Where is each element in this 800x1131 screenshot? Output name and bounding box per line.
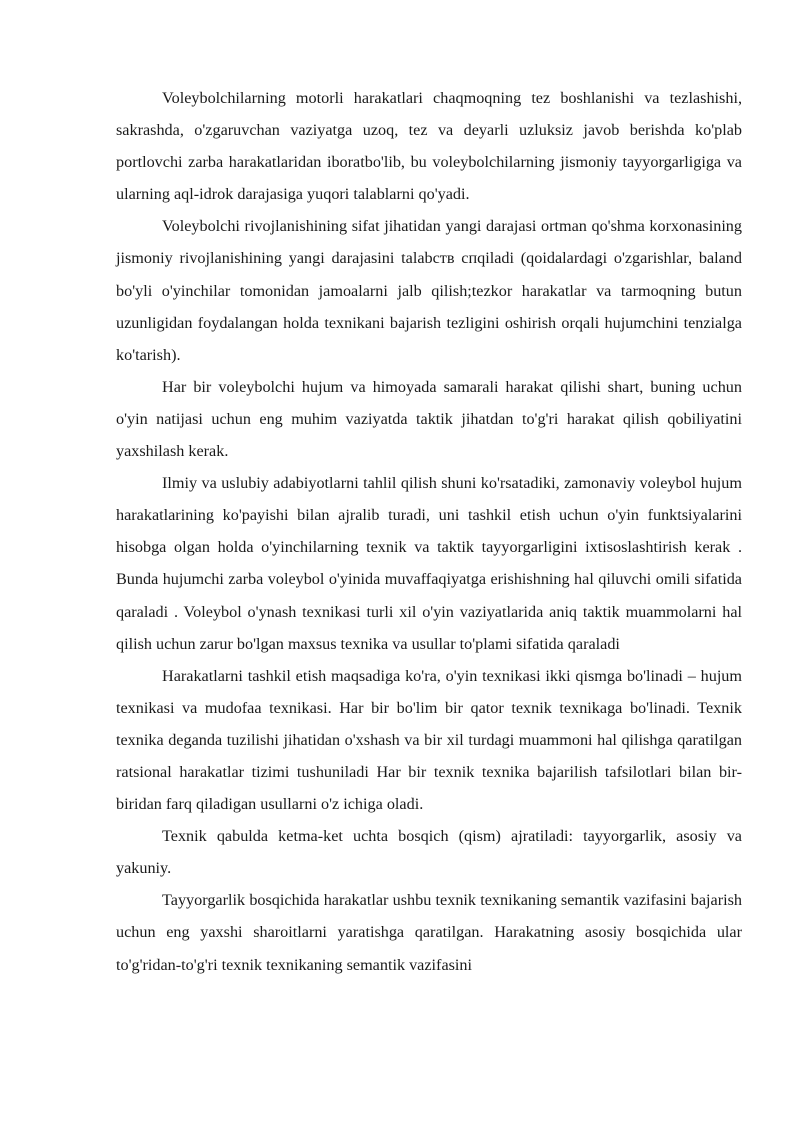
paragraph-6: Texnik qabulda ketma-ket uchta bosqich (qism) ajratiladi: tayyorgarlik, asosiy va yakuniy. <box>116 827 742 878</box>
paragraph-2: Voleybolchi rivojlanishining sifat jihatidan yangi darajasi ortman qo'shma korxonasining jismoniy rivojlanishining yangi darajasini talabств спqiladi (qoidalardagi o'zgarishlar, baland bo'yli o'yinchilar tomonidan jamoalarni jalb qilish;tezkor harakatlar va tarmoqning butun uzunligidan foydalangan holda texnikani bajarish tezligini oshirish orqali hujumchini tenzialga ko'tarish). <box>116 217 742 364</box>
paragraph-1: Voleybolchilarning motorli harakatlari chaqmoqning tez boshlanishi va tezlashishi, sakrashda, o'zgaruvchan vaziyatga uzoq, tez va deyarli uzluksiz javob berishda ko'plab portlovchi zarba harakatlaridan iboratbo'lib, bu voleybolchilarning jismoniy tayyorgarligiga va ularning aql-idrok darajasiga yuqori talablarni qo'yadi. <box>116 89 742 204</box>
paragraph-5: Harakatlarni tashkil etish maqsadiga ko'ra, o'yin texnikasi ikki qismga bo'linadi – hujum texnikasi va mudofaa texnikasi. Har bir bo'lim bir qator texnik texnikaga bo'linadi. Texnik texnika deganda tuzilishi jihatidan o'xshash va bir xil turdagi muammoni hal qilishga qaratilgan ratsional harakatlar tizimi tushuniladi Har bir texnik texnika bajarilish tafsilotlari bilan bir-biridan farq qiladigan usullarni o'z ichiga oladi. <box>116 666 742 814</box>
document-body <box>116 82 742 981</box>
paragraph-3: Har bir voleybolchi hujum va himoyada samarali harakat qilishi shart, buning uchun o'yin natijasi uchun eng muhim vaziyatda taktik jihatdan to'g'ri harakat qilish qobiliyatini yaxshilash kerak. <box>116 377 742 461</box>
paragraph-7: Tayyorgarlik bosqichida harakatlar ushbu texnik texnikaning semantik vazifasini bajarish uchun eng yaxshi sharoitlarni yaratishga qaratilgan. Harakatning asosiy bosqichida ular to'g'ridan-to'g'ri texnik texnikaning semantik vazifasini <box>116 891 742 974</box>
paragraph-4: Ilmiy va uslubiy adabiyotlarni tahlil qilish shuni ko'rsatadiki, zamonaviy voleybol hujum harakatlarining ko'payishi bilan ajralib turadi, uni tashkil etish uchun o'yin funktsiyalarini hisobga olgan holda o'yinchilarning texnik va taktik tayyorgarligini ixtisoslashtirish kerak . Bunda hujumchi zarba voleybol o'yinida muvaffaqiyatga erishishning hal qiluvchi omili sifatida qaraladi . Voleybol o'ynash texnikasi turli xil o'yin vaziyatlarida aniq taktik muammolarni hal qilish uchun zarur bo'lgan maxsus texnika va usullar to'plami sifatida qaraladi <box>116 474 742 653</box>
